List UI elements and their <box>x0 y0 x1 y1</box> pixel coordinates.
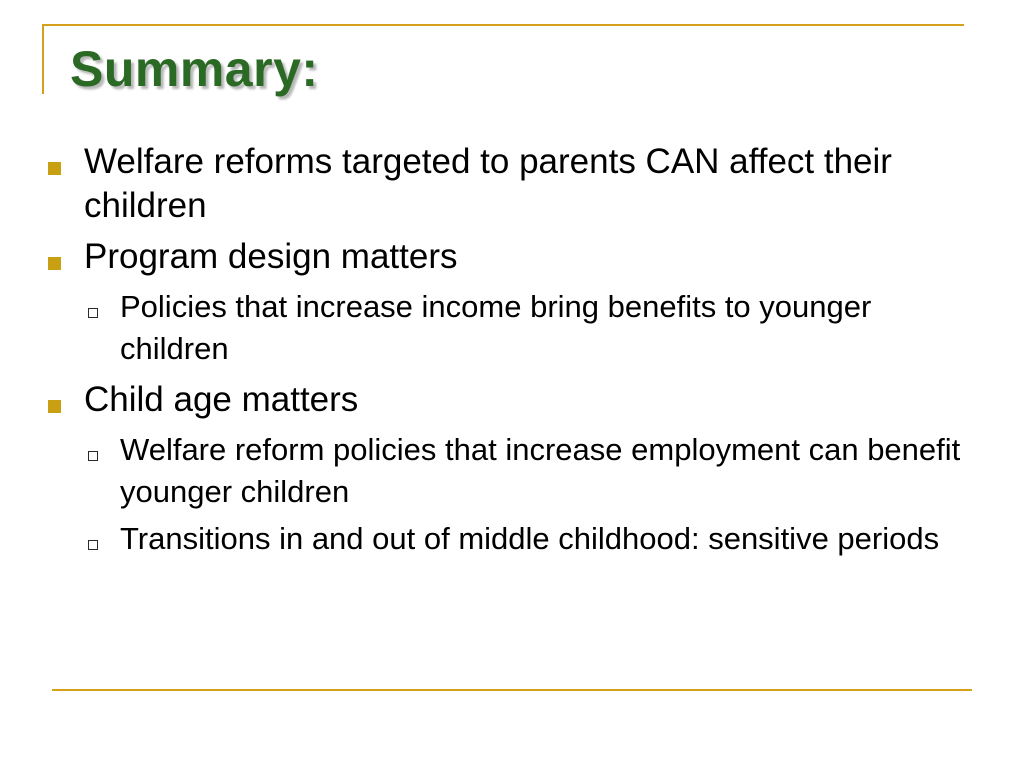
bullet-text: Program design matters <box>84 237 458 276</box>
slide-title: Summary: <box>70 41 319 97</box>
sub-bullet-text: Transitions in and out of middle childhood: sensitive periods <box>120 521 940 556</box>
hollow-square-bullet-icon <box>88 308 98 318</box>
bullet-item <box>44 378 974 422</box>
frame-left-rule <box>42 24 44 94</box>
sub-bullet-item <box>44 286 974 370</box>
bullet-text: Welfare reforms targeted to parents CAN affect their children <box>84 142 892 225</box>
square-bullet-icon <box>48 257 61 270</box>
sub-bullet-text: Policies that increase income bring benefits to younger children <box>120 289 872 366</box>
sub-bullet-item <box>44 429 974 513</box>
bullet-text: Child age matters <box>84 380 359 419</box>
sub-bullet-text: Welfare reform policies that increase employment can benefit younger children <box>120 432 961 509</box>
square-bullet-icon <box>48 400 61 413</box>
bullet-item <box>44 235 974 279</box>
frame-top-rule <box>42 24 964 26</box>
sub-bullet-item <box>44 518 974 560</box>
hollow-square-bullet-icon <box>88 451 98 461</box>
bullet-list <box>44 140 974 565</box>
frame-bottom-rule <box>52 689 972 691</box>
bullet-item <box>44 140 974 228</box>
square-bullet-icon <box>48 162 61 175</box>
hollow-square-bullet-icon <box>88 540 98 550</box>
